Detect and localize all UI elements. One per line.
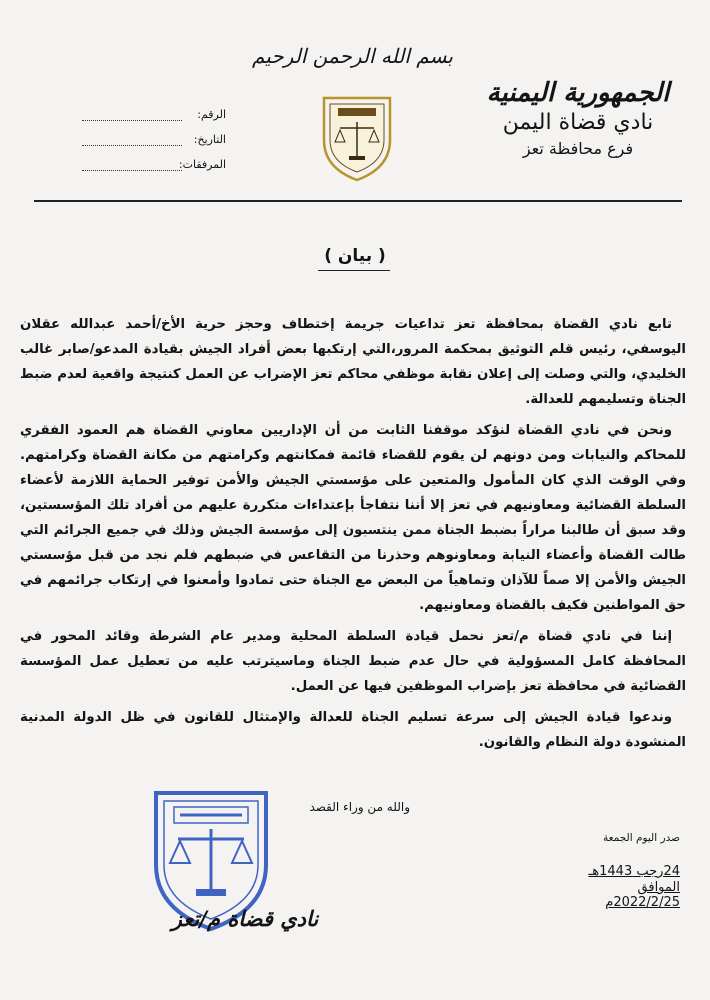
signature: نادي قضاة م/تعز <box>171 906 319 931</box>
judiciary-emblem-icon <box>318 90 396 182</box>
closing-line: والله من وراء القصد <box>309 800 410 814</box>
field-date-blank <box>82 135 182 146</box>
field-attachments-blank <box>82 160 182 171</box>
field-date <box>78 121 226 146</box>
field-number-label: الرقم: <box>197 108 226 121</box>
field-number-blank <box>82 110 182 121</box>
letterhead-block <box>478 78 678 158</box>
document-title: ( بيان ) <box>324 246 386 266</box>
paragraph-1: تابع نادي القضاة بمحافظة تعز تداعيات جريمة إختطاف وحجز حرية الأخ/أحمد عبدالله عقلان اليوسفي، رئيس قلم التوثيق بمحكمة المرور،التي إرتكبها بعض أفراد الجيش بقيادة المدعو/صابر غالب الخليدي، والتي وصلت إلى إعلان نقابة موظفي محاكم تعز الإضراب عن العمل كنتيجة واقعية لعدم ضبط الجناة وتسليمهم للعدالة. <box>20 317 686 407</box>
issued-day: صدر اليوم الجمعة <box>602 832 680 844</box>
statement-body <box>20 312 686 761</box>
field-number <box>78 96 226 121</box>
field-date-label: التاريخ: <box>193 133 226 146</box>
hijri-date <box>566 864 680 879</box>
hijri-date-text: 24رجب 1443هـ <box>588 864 680 879</box>
field-attachments <box>78 146 226 171</box>
reference-fields <box>78 96 226 171</box>
gregorian-date-text: الموافق 2022/2/25م <box>605 880 680 910</box>
gregorian-date <box>566 880 680 910</box>
header-divider <box>34 200 682 202</box>
club-name: نادي قضاة اليمن <box>502 110 654 135</box>
country-name: الجمهورية اليمنية <box>486 78 670 108</box>
branch-name: فرع محافظة تعز <box>522 139 634 158</box>
paragraph-3: إننا في نادي قضاة م/تعز نحمل قيادة السلطة المحلية ومدير عام الشرطة وقائد المحور في المحافظة كامل المسؤولية في حال عدم ضبط الجناة وماسيترتب عليه من تعطيل عمل المؤسسة القضائية في محافظة تعز بإضراب الموظفين فيها عن العمل. <box>20 629 686 694</box>
paragraph-4: وندعوا قيادة الجيش إلى سرعة تسليم الجناة للعدالة والإمتثال للقانون في ظل الدولة المدنية المنشودة دولة النظام والقانون. <box>20 710 686 750</box>
paragraph-2: ونحن في نادي القضاة لنؤكد موقفنا الثابت من أن الإداريين معاوني القضاة هم العمود الفقري للمحاكم والنيابات ومن دونهم لن يقوم للقضاء قائمة فمكانتهم وكرامتهم من مكانة القضاة وكرامتهم. وفي الوقت الذي كان المأمول والمتعين على مؤسستي الجيش والأمن توفير الحماية اللازمة لأعضاء السلطة القضائية ومعاونيهم في تعز إلا أننا نتفاجأ بإعتداءات متكررة عليهم من أفراد تلك المؤسستين، وقد سبق أن طالبنا مراراً بضبط الجناة ممن ينتسبون إلى مؤسسة الجيش وذلك في جميع الجرائم التي طالت القضاة وأعضاء النيابة ومعاونوهم وحذرنا من التقاعس في ضبطهم فلم نجد من قبل مؤسستي الجيش والأمن إلا صماً للآذان وتماهياً من البعض مع الجناة حتى تمادوا وأمعنوا في إرتكاب جرائمهم في حق المواطنين فكيف بالقضاة ومعاونيهم. <box>20 423 686 613</box>
basmala: بسم الله الرحمن الرحيم <box>251 44 453 68</box>
title-underline <box>318 270 390 271</box>
field-attachments-label: المرفقات: <box>178 158 226 171</box>
